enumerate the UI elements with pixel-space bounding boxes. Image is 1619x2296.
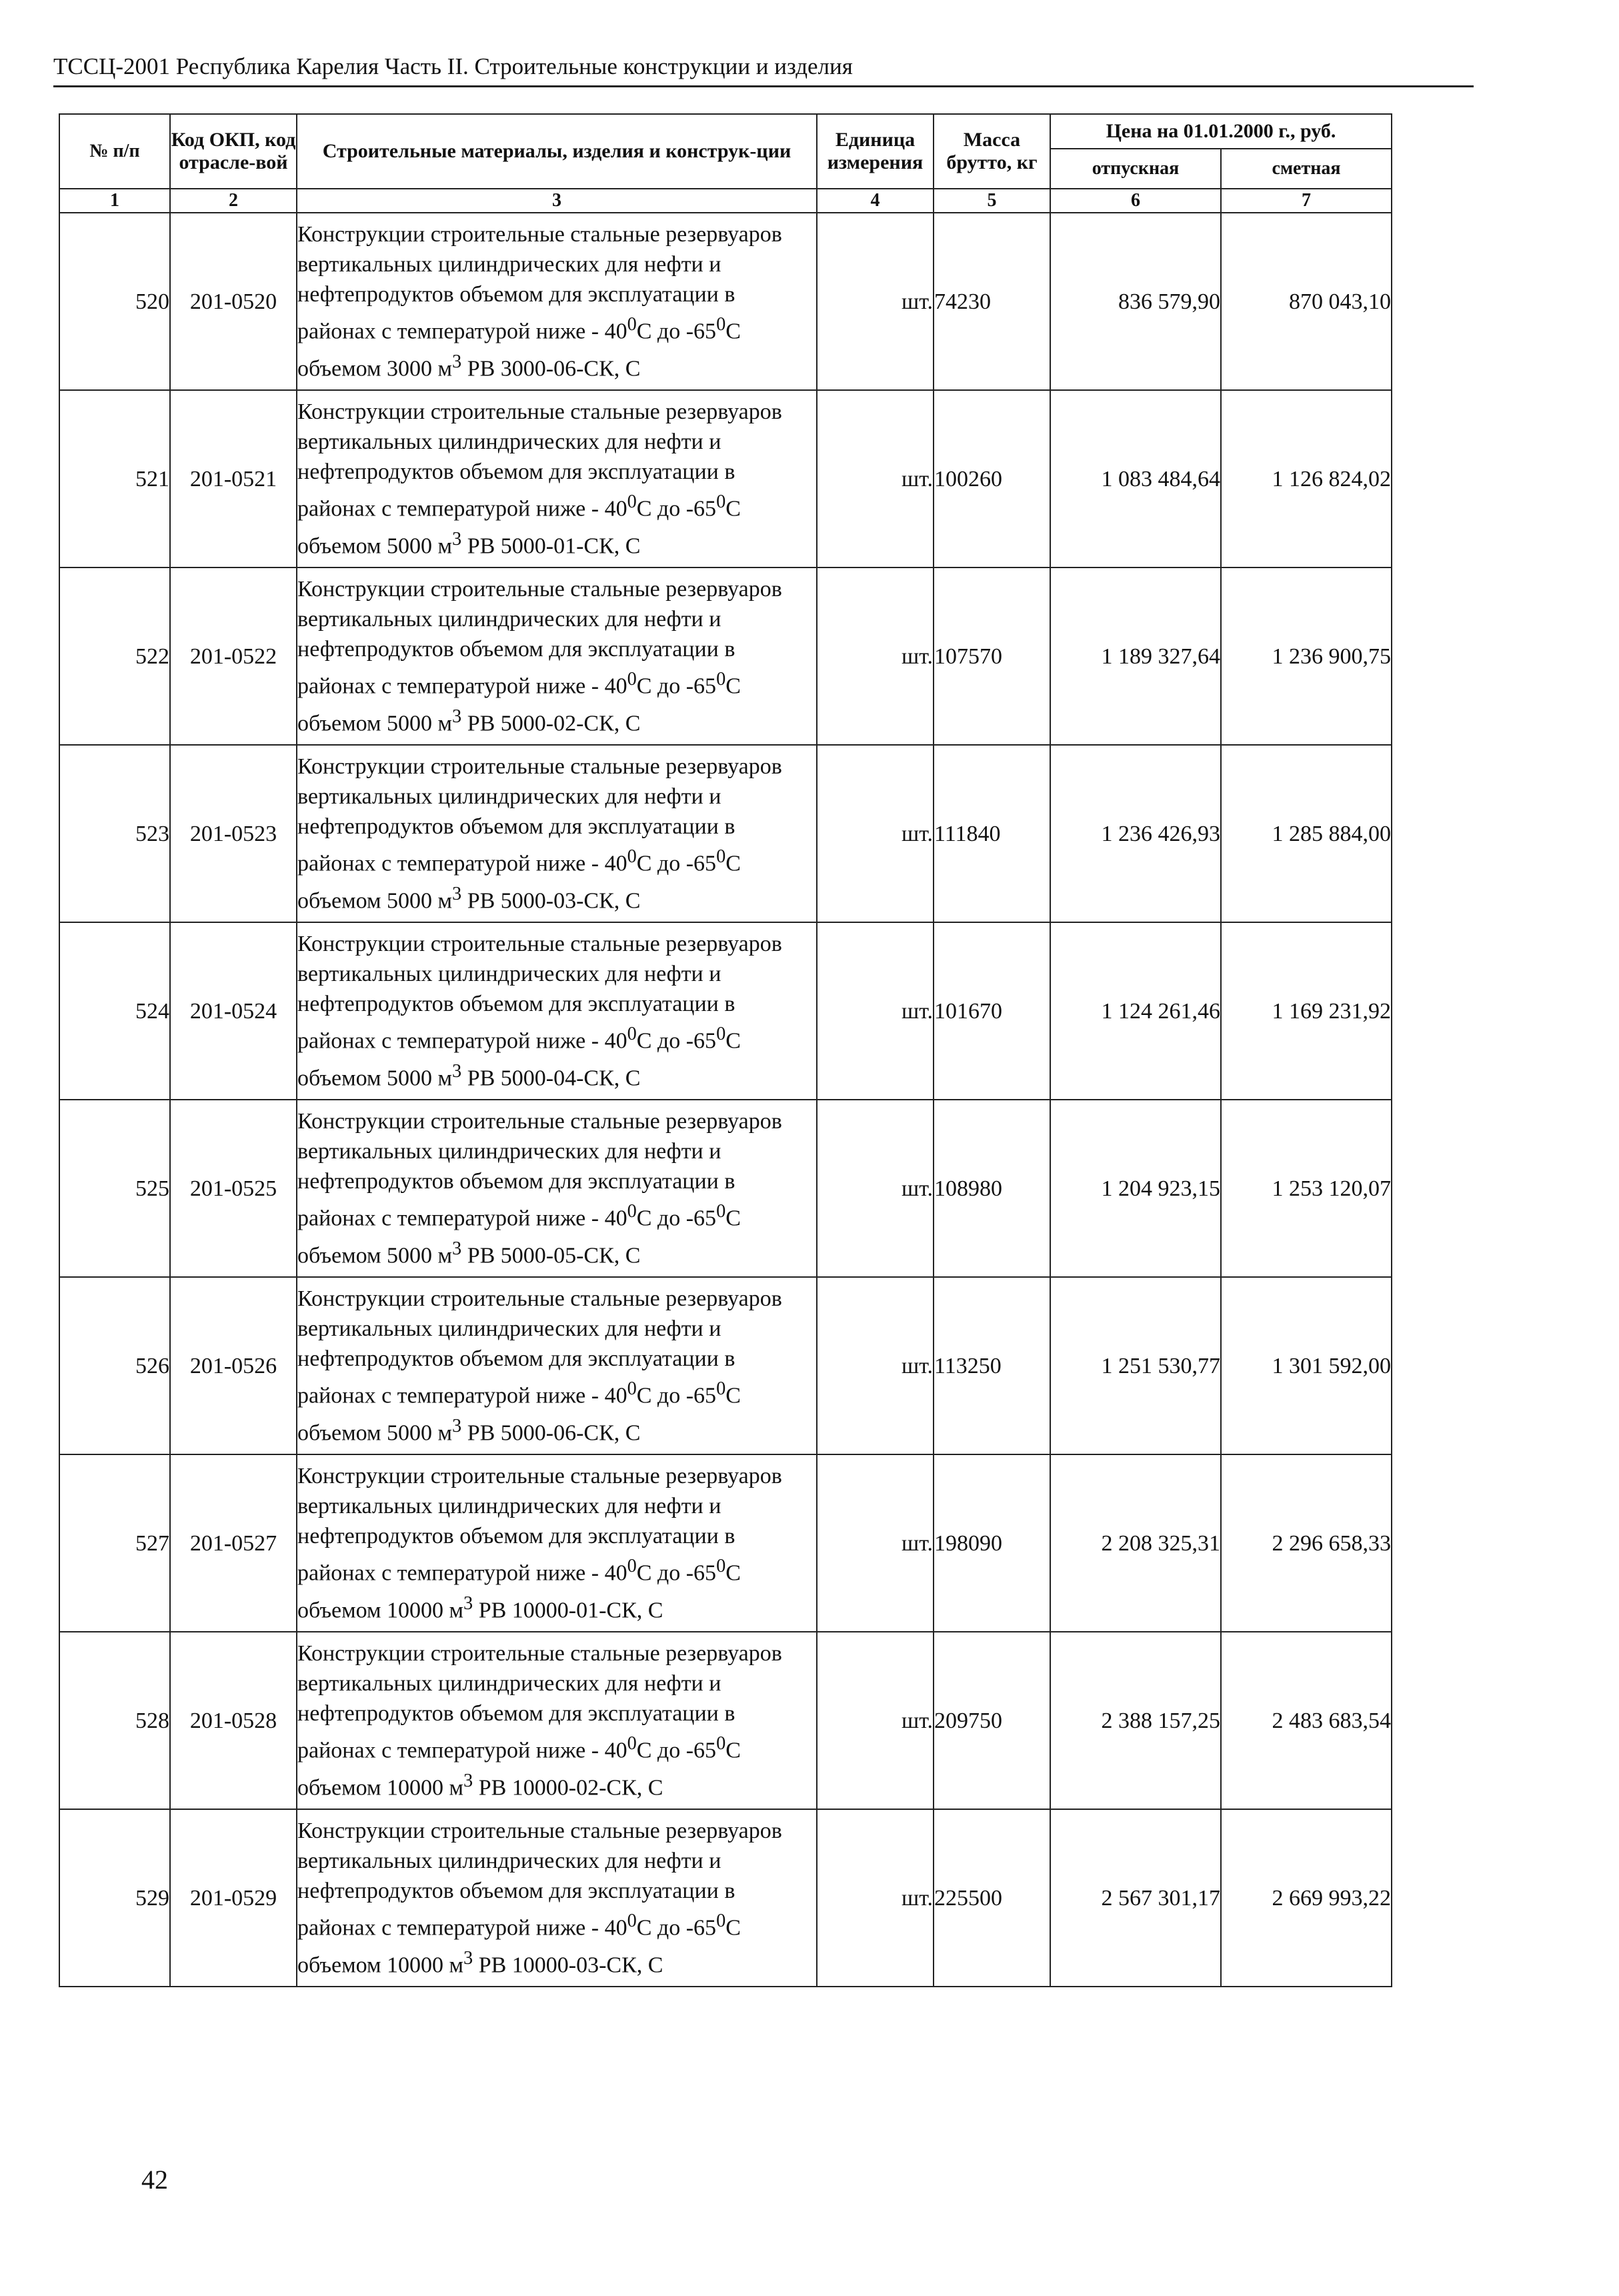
header-num: № п/п bbox=[59, 114, 170, 189]
row-unit: шт. bbox=[817, 390, 934, 567]
row-mass: 113250 bbox=[934, 1277, 1050, 1454]
column-number: 6 bbox=[1050, 189, 1221, 213]
row-code: 201-0527 bbox=[170, 1454, 297, 1632]
row-price-estimate: 2 483 683,54 bbox=[1221, 1632, 1392, 1809]
row-price-release: 2 567 301,17 bbox=[1050, 1809, 1221, 1987]
row-code: 201-0526 bbox=[170, 1277, 297, 1454]
table-row bbox=[59, 567, 1392, 745]
row-description: Конструкции строительные стальные резервуаров вертикальных цилиндрических для нефти и нефтепродуктов объемом для эксплуатации в районах с температурой ниже - $40^0С$ до $-65^0С$ объемом 5000 $м^3$ РВ 5000-05-СК, С bbox=[297, 1100, 817, 1277]
row-mass: 209750 bbox=[934, 1632, 1050, 1809]
row-description: Конструкции строительные стальные резервуаров вертикальных цилиндрических для нефти и нефтепродуктов объемом для эксплуатации в районах с температурой ниже - $40^0С$ до $-65^0С$ объемом 5000 $м^3$ РВ 5000-03-СК, С bbox=[297, 745, 817, 922]
table-row bbox=[59, 1809, 1392, 1987]
row-number: 525 bbox=[59, 1100, 170, 1277]
row-mass: 225500 bbox=[934, 1809, 1050, 1987]
row-number: 524 bbox=[59, 922, 170, 1100]
column-number-row bbox=[59, 189, 1392, 213]
row-price-release: 1 204 923,15 bbox=[1050, 1100, 1221, 1277]
row-price-estimate: 1 126 824,02 bbox=[1221, 390, 1392, 567]
header-price-release: отпускная bbox=[1050, 149, 1221, 189]
row-mass: 198090 bbox=[934, 1454, 1050, 1632]
row-price-estimate: 1 285 884,00 bbox=[1221, 745, 1392, 922]
row-price-estimate: 2 296 658,33 bbox=[1221, 1454, 1392, 1632]
column-number: 5 bbox=[934, 189, 1050, 213]
row-description: Конструкции строительные стальные резервуаров вертикальных цилиндрических для нефти и нефтепродуктов объемом для эксплуатации в районах с температурой ниже - $40^0С$ до $-65^0С$ объемом 10000 $м^3$ РВ 10000-03-СК, С bbox=[297, 1809, 817, 1987]
row-number: 529 bbox=[59, 1809, 170, 1987]
row-unit: шт. bbox=[817, 1809, 934, 1987]
row-price-release: 2 388 157,25 bbox=[1050, 1632, 1221, 1809]
row-unit: шт. bbox=[817, 567, 934, 745]
page-number: 42 bbox=[141, 2165, 168, 2195]
row-unit: шт. bbox=[817, 1632, 934, 1809]
row-price-release: 1 083 484,64 bbox=[1050, 390, 1221, 567]
row-unit: шт. bbox=[817, 213, 934, 390]
row-unit: шт. bbox=[817, 745, 934, 922]
running-header bbox=[53, 51, 1474, 87]
row-price-estimate: 1 301 592,00 bbox=[1221, 1277, 1392, 1454]
table-body bbox=[59, 213, 1392, 1987]
row-number: 528 bbox=[59, 1632, 170, 1809]
table-row bbox=[59, 390, 1392, 567]
column-number: 2 bbox=[170, 189, 297, 213]
row-description: Конструкции строительные стальные резервуаров вертикальных цилиндрических для нефти и нефтепродуктов объемом для эксплуатации в районах с температурой ниже - $40^0С$ до $-65^0С$ объемом 5000 $м^3$ РВ 5000-04-СК, С bbox=[297, 922, 817, 1100]
row-code: 201-0524 bbox=[170, 922, 297, 1100]
table-row bbox=[59, 1454, 1392, 1632]
row-mass: 111840 bbox=[934, 745, 1050, 922]
row-mass: 100260 bbox=[934, 390, 1050, 567]
row-mass: 101670 bbox=[934, 922, 1050, 1100]
table-row bbox=[59, 745, 1392, 922]
row-code: 201-0521 bbox=[170, 390, 297, 567]
row-price-release: 1 189 327,64 bbox=[1050, 567, 1221, 745]
header-price-estimate: сметная bbox=[1221, 149, 1392, 189]
row-mass: 108980 bbox=[934, 1100, 1050, 1277]
row-number: 520 bbox=[59, 213, 170, 390]
row-price-estimate: 870 043,10 bbox=[1221, 213, 1392, 390]
row-price-release: 1 236 426,93 bbox=[1050, 745, 1221, 922]
table-row bbox=[59, 922, 1392, 1100]
column-number: 1 bbox=[59, 189, 170, 213]
row-number: 521 bbox=[59, 390, 170, 567]
row-price-release: 1 251 530,77 bbox=[1050, 1277, 1221, 1454]
row-description: Конструкции строительные стальные резервуаров вертикальных цилиндрических для нефти и нефтепродуктов объемом для эксплуатации в районах с температурой ниже - $40^0С$ до $-65^0С$ объемом 5000 $м^3$ РВ 5000-02-СК, С bbox=[297, 567, 817, 745]
column-number: 7 bbox=[1221, 189, 1392, 213]
header-mass: Масса брутто, кг bbox=[934, 114, 1050, 189]
row-code: 201-0522 bbox=[170, 567, 297, 745]
row-price-release: 1 124 261,46 bbox=[1050, 922, 1221, 1100]
row-code: 201-0529 bbox=[170, 1809, 297, 1987]
header-row-top bbox=[59, 114, 1392, 149]
row-code: 201-0528 bbox=[170, 1632, 297, 1809]
column-number: 3 bbox=[297, 189, 817, 213]
price-table bbox=[59, 113, 1392, 1987]
row-description: Конструкции строительные стальные резервуаров вертикальных цилиндрических для нефти и нефтепродуктов объемом для эксплуатации в районах с температурой ниже - $40^0С$ до $-65^0С$ объемом 5000 $м^3$ РВ 5000-06-СК, С bbox=[297, 1277, 817, 1454]
table-row bbox=[59, 1277, 1392, 1454]
row-unit: шт. bbox=[817, 922, 934, 1100]
row-number: 527 bbox=[59, 1454, 170, 1632]
row-unit: шт. bbox=[817, 1454, 934, 1632]
row-number: 526 bbox=[59, 1277, 170, 1454]
row-price-release: 2 208 325,31 bbox=[1050, 1454, 1221, 1632]
row-mass: 107570 bbox=[934, 567, 1050, 745]
row-description: Конструкции строительные стальные резервуаров вертикальных цилиндрических для нефти и нефтепродуктов объемом для эксплуатации в районах с температурой ниже - $40^0С$ до $-65^0С$ объемом 3000 $м^3$ РВ 3000-06-СК, С bbox=[297, 213, 817, 390]
running-title: ТССЦ-2001 Республика Карелия Часть II. Строительные конструкции и изделия bbox=[53, 53, 853, 79]
row-code: 201-0523 bbox=[170, 745, 297, 922]
row-unit: шт. bbox=[817, 1277, 934, 1454]
header-unit: Единица измерения bbox=[817, 114, 934, 189]
row-code: 201-0525 bbox=[170, 1100, 297, 1277]
row-unit: шт. bbox=[817, 1100, 934, 1277]
table-row bbox=[59, 213, 1392, 390]
row-number: 523 bbox=[59, 745, 170, 922]
row-price-release: 836 579,90 bbox=[1050, 213, 1221, 390]
row-price-estimate: 1 169 231,92 bbox=[1221, 922, 1392, 1100]
row-price-estimate: 1 253 120,07 bbox=[1221, 1100, 1392, 1277]
header-code: Код ОКП, код отрасле-вой bbox=[170, 114, 297, 189]
row-description: Конструкции строительные стальные резервуаров вертикальных цилиндрических для нефти и нефтепродуктов объемом для эксплуатации в районах с температурой ниже - $40^0С$ до $-65^0С$ объемом 10000 $м^3$ РВ 10000-01-СК, С bbox=[297, 1454, 817, 1632]
table-row bbox=[59, 1632, 1392, 1809]
price-table-container bbox=[59, 113, 1392, 1987]
table-row bbox=[59, 1100, 1392, 1277]
row-price-estimate: 2 669 993,22 bbox=[1221, 1809, 1392, 1987]
row-description: Конструкции строительные стальные резервуаров вертикальных цилиндрических для нефти и нефтепродуктов объемом для эксплуатации в районах с температурой ниже - $40^0С$ до $-65^0С$ объемом 10000 $м^3$ РВ 10000-02-СК, С bbox=[297, 1632, 817, 1809]
row-mass: 74230 bbox=[934, 213, 1050, 390]
row-description: Конструкции строительные стальные резервуаров вертикальных цилиндрических для нефти и нефтепродуктов объемом для эксплуатации в районах с температурой ниже - $40^0С$ до $-65^0С$ объемом 5000 $м^3$ РВ 5000-01-СК, С bbox=[297, 390, 817, 567]
row-number: 522 bbox=[59, 567, 170, 745]
header-name: Строительные материалы, изделия и конструк-ции bbox=[297, 114, 817, 189]
column-number: 4 bbox=[817, 189, 934, 213]
row-code: 201-0520 bbox=[170, 213, 297, 390]
row-price-estimate: 1 236 900,75 bbox=[1221, 567, 1392, 745]
header-price-group: Цена на 01.01.2000 г., руб. bbox=[1050, 114, 1392, 149]
